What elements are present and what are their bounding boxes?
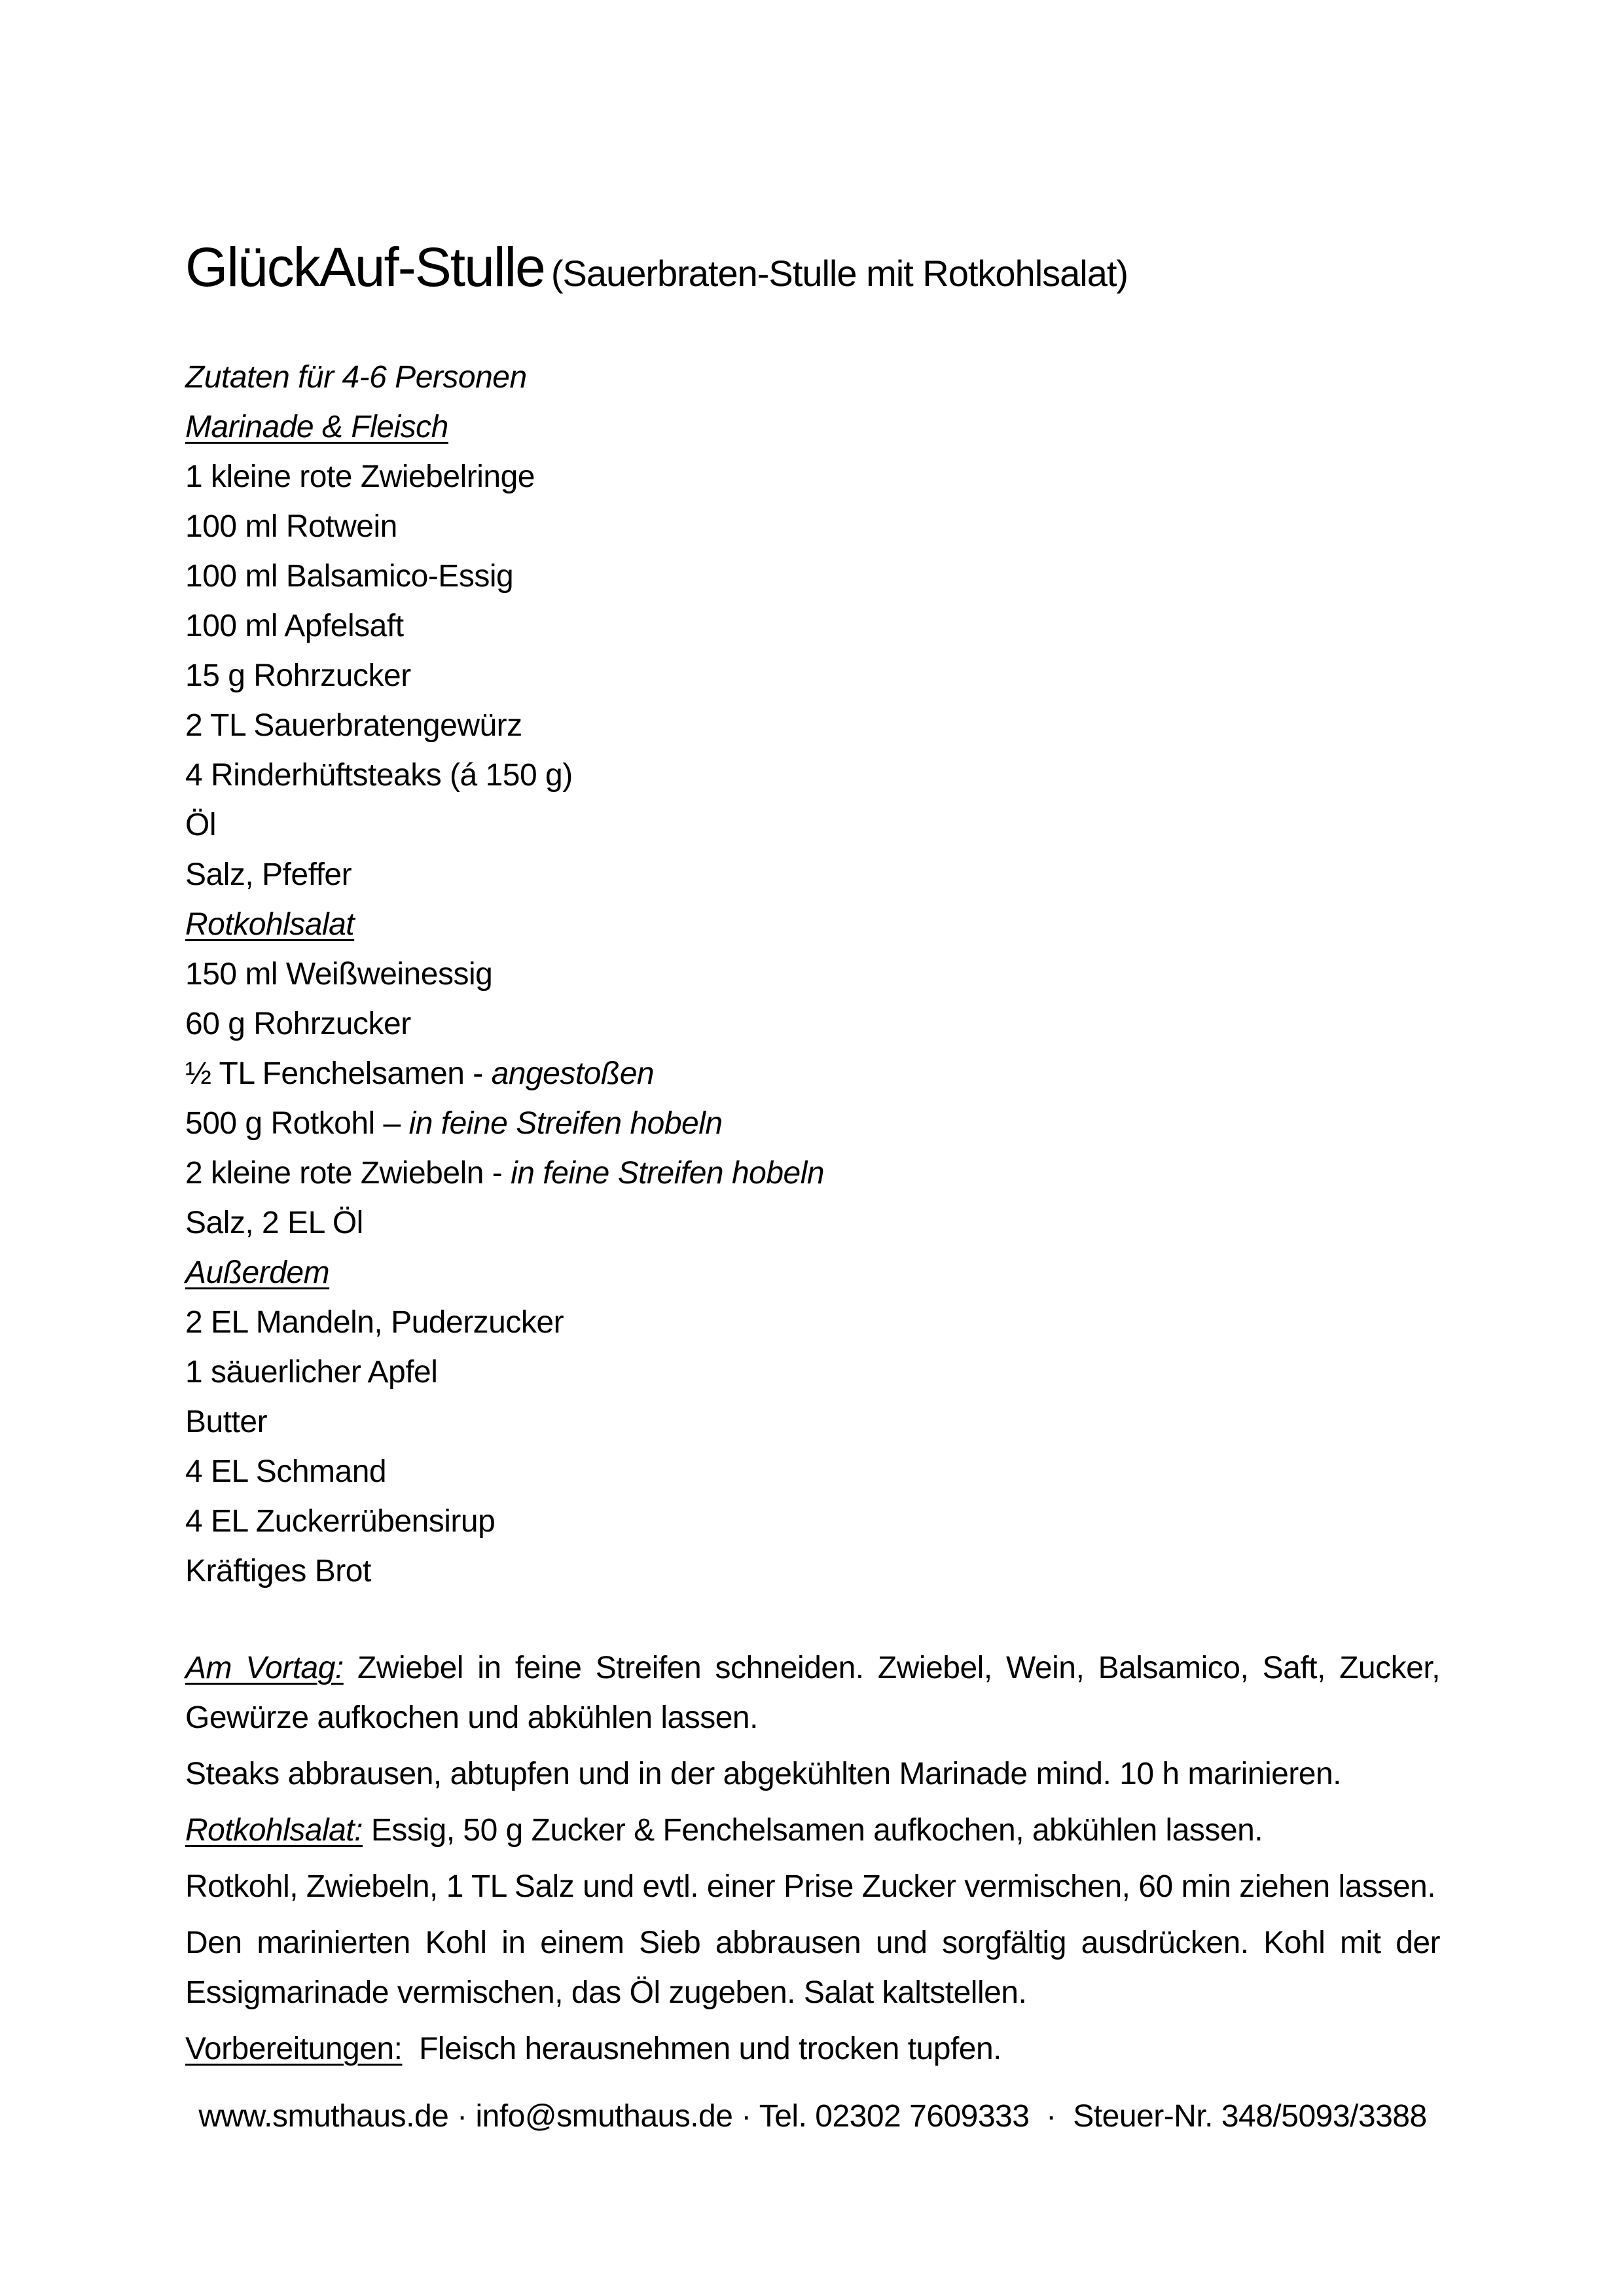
text-segment: in feine Streifen hobeln	[408, 1106, 723, 1141]
ingredient-line	[185, 1547, 1440, 1596]
ingredient-line	[185, 403, 1440, 452]
ingredient-line	[185, 800, 1440, 850]
text-segment: 2 kleine rote Zwiebeln -	[185, 1156, 511, 1191]
document-content	[185, 0, 1449, 2142]
text-segment: angestoßen	[491, 1056, 655, 1091]
ingredient-line	[185, 850, 1440, 900]
text-segment: Zutaten für 4-6 Personen	[185, 360, 527, 395]
ingredient-line	[185, 900, 1440, 950]
ingredient-line	[185, 751, 1440, 800]
ingredient-line	[185, 1099, 1440, 1149]
text-segment: 1 säuerlicher Apfel	[185, 1355, 438, 1390]
text-segment: Rotkohlsalat:	[185, 1813, 363, 1848]
ingredient-line	[185, 651, 1440, 701]
text-segment: 100 ml Rotwein	[185, 509, 397, 544]
ingredient-line	[185, 353, 1440, 403]
text-segment: Steaks abbrausen, abtupfen und in der abgekühlten Marinade mind. 10 h marinieren.	[185, 1757, 1342, 1791]
instruction-paragraph	[185, 1918, 1449, 2018]
text-segment: 2 EL Mandeln, Puderzucker	[185, 1305, 564, 1340]
instruction-paragraph	[185, 1806, 1440, 1856]
text-segment: Marinade & Fleisch	[185, 410, 448, 444]
text-segment: Essig, 50 g Zucker & Fenchelsamen aufkochen, abkühlen lassen.	[362, 1813, 1263, 1848]
ingredient-line	[185, 1198, 1440, 1248]
ingredient-line	[185, 502, 1440, 552]
text-segment: ½ TL Fenchelsamen -	[185, 1056, 492, 1091]
text-segment: Rotkohl, Zwiebeln, 1 TL Salz und evtl. einer Prise Zucker vermischen, 60 min ziehen lassen.	[185, 1869, 1436, 1904]
text-segment: Butter	[185, 1405, 268, 1439]
ingredient-line	[185, 1447, 1440, 1497]
ingredient-line	[185, 1348, 1440, 1397]
ingredient-line	[185, 999, 1440, 1049]
text-segment: Vorbereitungen:	[185, 2032, 403, 2066]
text-segment: 1 kleine rote Zwiebelringe	[185, 459, 535, 494]
text-segment: 60 g Rohrzucker	[185, 1007, 411, 1041]
text-segment: 2 TL Sauerbratengewürz	[185, 708, 522, 743]
page-title	[185, 234, 1440, 316]
text-segment: 4 EL Zuckerrübensirup	[185, 1504, 496, 1539]
text-segment: Salz, Pfeffer	[185, 857, 352, 892]
text-segment: 100 ml Balsamico-Essig	[185, 559, 514, 594]
text-segment: 15 g Rohrzucker	[185, 658, 411, 693]
ingredient-line	[185, 1049, 1440, 1099]
text-segment: Außerdem	[185, 1255, 330, 1290]
text-segment: Zwiebel in feine Streifen schneiden. Zwiebel, Wein, Balsamico, Saft, Zucker, Gewürze aufkochen und abkühlen lassen.	[185, 1651, 1449, 1735]
instruction-paragraph	[185, 1643, 1449, 1743]
instructions-section	[185, 1643, 1449, 2074]
text-segment: Rotkohlsalat	[185, 907, 355, 942]
text-segment: Den marinierten Kohl in einem Sieb abbrausen und sorgfältig ausdrücken. Kohl mit der Essigmarinade vermischen, das Öl zugeben. Salat kaltstellen.	[185, 1926, 1449, 2010]
text-segment: Am Vortag:	[185, 1651, 344, 1685]
ingredient-line	[185, 701, 1440, 751]
instruction-paragraph	[185, 1862, 1440, 1912]
text-segment: Öl	[185, 808, 216, 842]
ingredient-line	[185, 1248, 1440, 1298]
text-segment: 150 ml Weißweinessig	[185, 957, 493, 992]
ingredient-line	[185, 452, 1440, 502]
text-segment: in feine Streifen hobeln	[511, 1156, 825, 1191]
instruction-paragraph	[185, 1749, 1440, 1799]
text-segment: 500 g Rotkohl –	[185, 1106, 409, 1141]
ingredients-list	[185, 353, 1440, 1596]
ingredient-line	[185, 601, 1440, 651]
ingredient-line	[185, 1497, 1440, 1547]
ingredient-line	[185, 552, 1440, 601]
text-segment: 4 EL Schmand	[185, 1454, 387, 1489]
text-segment: Fleisch herausnehmen und trocken tupfen.	[402, 2032, 1001, 2066]
footer-contact-line: www.smuthaus.de · info@smuthaus.de · Tel. 02302 7609333 · Steuer-Nr. 348/5093/3388	[198, 2099, 1427, 2134]
text-segment: Kräftiges Brot	[185, 1554, 371, 1588]
instruction-paragraph	[185, 2024, 1440, 2074]
recipe-title: GlückAuf-Stulle	[185, 236, 545, 298]
text-segment: Salz, 2 EL Öl	[185, 1206, 363, 1240]
ingredient-line	[185, 1298, 1440, 1348]
ingredient-line	[185, 1149, 1440, 1198]
recipe-subtitle: (Sauerbraten-Stulle mit Rotkohlsalat)	[550, 253, 1128, 294]
text-segment: 100 ml Apfelsaft	[185, 609, 404, 643]
ingredient-line	[185, 950, 1440, 999]
text-segment: 4 Rinderhüftsteaks (á 150 g)	[185, 758, 573, 793]
ingredient-line	[185, 1397, 1440, 1447]
